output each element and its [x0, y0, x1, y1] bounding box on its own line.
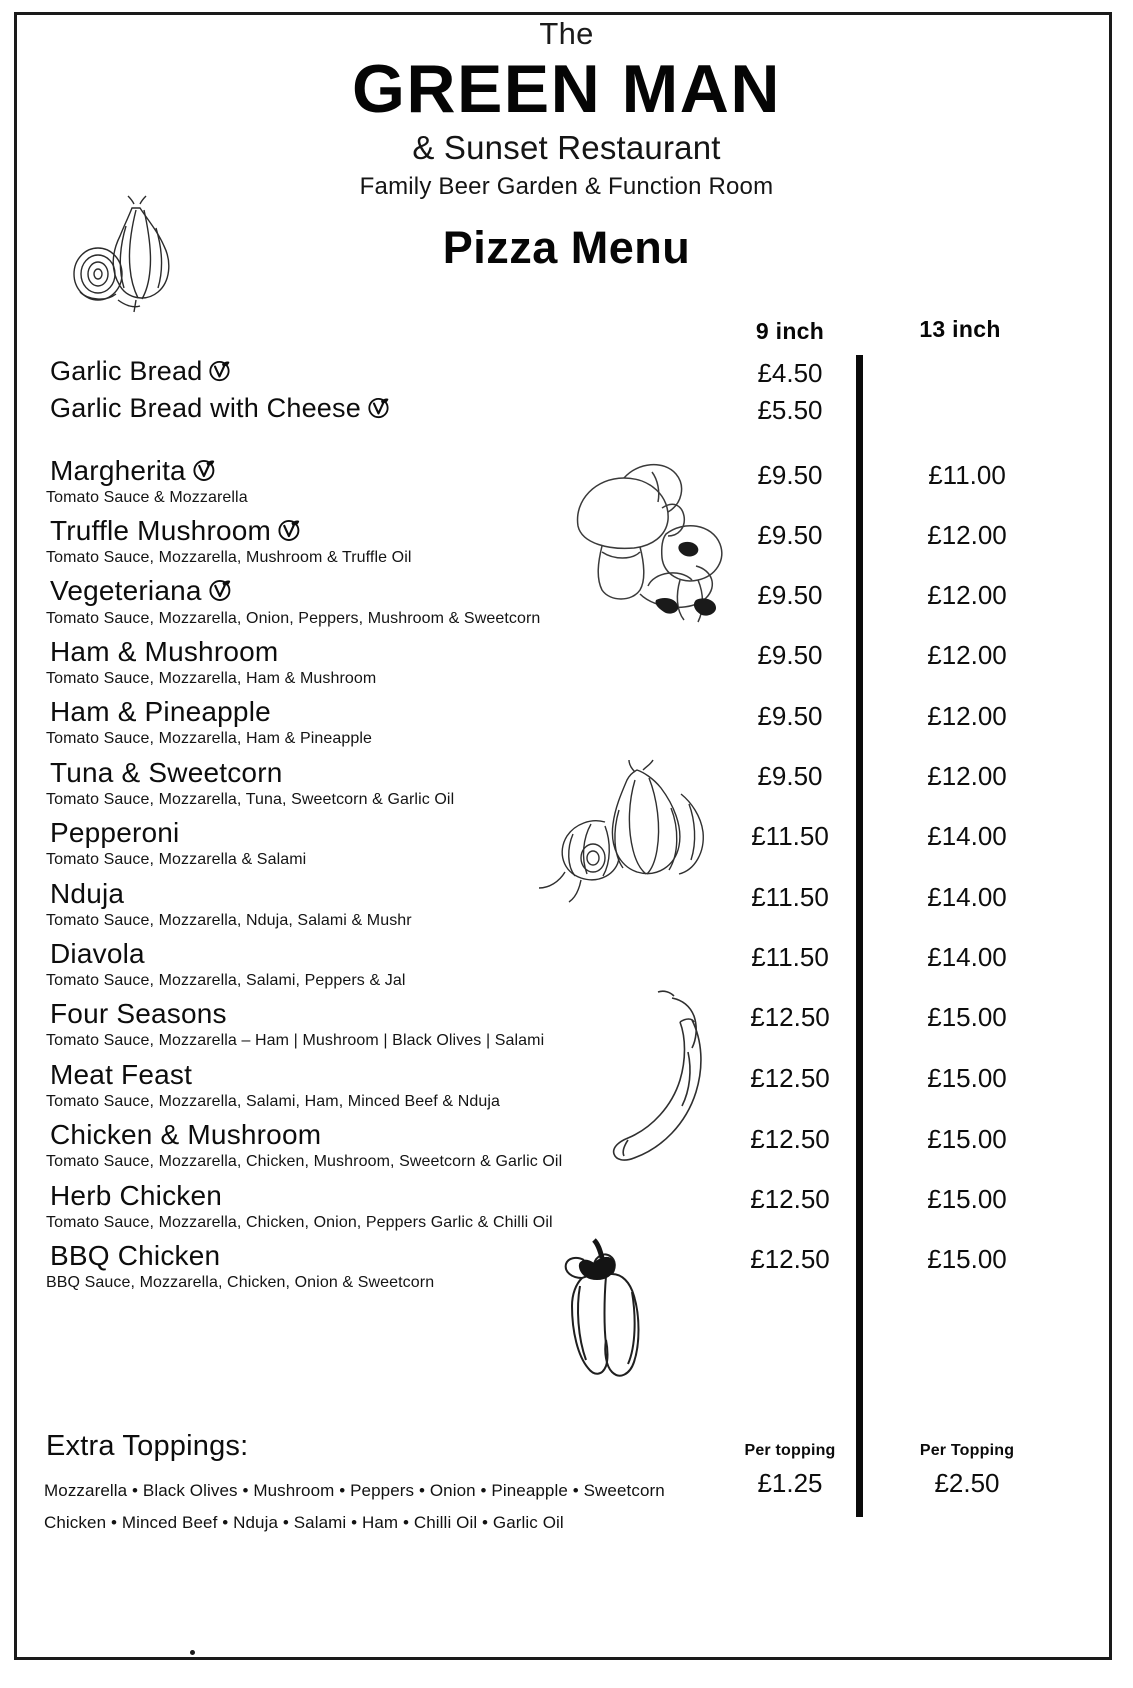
page-title: Pizza Menu	[442, 222, 691, 273]
menu-item-price-13-inch: £12.00	[927, 580, 1007, 610]
menu-item-price-9-inch: £4.50	[757, 358, 823, 388]
vegetarian-icon	[208, 359, 231, 382]
menu-item-description: Tomato Sauce, Mozzarella, Ham & Pineapple	[46, 730, 373, 747]
per-topping-price-13-inch: £2.50	[934, 1468, 1000, 1498]
bell-pepper-illustration	[540, 1240, 660, 1385]
menu-item-price-9-inch: £12.50	[750, 1184, 830, 1214]
menu-item-description: Tomato Sauce, Mozzarella – Ham | Mushroom | Black Olives | Salami	[46, 1032, 545, 1049]
menu-item-price-13-inch: £15.00	[927, 1063, 1007, 1093]
menu-item-name: Ham & Pineapple	[50, 696, 271, 727]
menu-item-price-9-inch: £11.50	[751, 942, 829, 972]
extra-toppings-line-1: Mozzarella • Black Olives • Mushroom • Peppers • Onion • Pineapple • Sweetcorn	[44, 1481, 665, 1500]
menu-item-description: Tomato Sauce, Mozzarella, Chicken, Mushroom, Sweetcorn & Garlic Oil	[46, 1153, 563, 1170]
menu-item-description: Tomato Sauce, Mozzarella, Onion, Peppers, Mushroom & Sweetcorn	[46, 610, 541, 627]
extra-toppings-heading: Extra Toppings:	[46, 1430, 249, 1462]
per-topping-label-13-inch: Per Topping	[919, 1442, 1015, 1459]
menu-item-price-13-inch: £15.00	[927, 1124, 1007, 1154]
menu-item-name: Meat Feast	[50, 1059, 193, 1090]
menu-item-price-13-inch: £12.00	[927, 761, 1007, 791]
garlic-illustration	[495, 760, 710, 905]
brand-name: GREEN MAN	[351, 50, 782, 127]
menu-item-price-9-inch: £12.50	[750, 1002, 830, 1032]
menu-item-price-9-inch: £9.50	[757, 701, 823, 731]
menu-item-price-13-inch: £15.00	[927, 1244, 1007, 1274]
menu-item-name: Four Seasons	[50, 998, 227, 1029]
brand-prefix: The	[539, 16, 594, 51]
menu-item-price-9-inch: £12.50	[750, 1244, 830, 1274]
menu-item-description: Tomato Sauce, Mozzarella, Ham & Mushroom	[46, 670, 377, 687]
menu-item-description: Tomato Sauce, Mozzarella, Chicken, Onion, Peppers Garlic & Chilli Oil	[46, 1214, 553, 1231]
menu-item-price-9-inch: £9.50	[757, 640, 823, 670]
menu-item-description: Tomato Sauce, Mozzarella, Salami, Peppers & Jal	[46, 972, 406, 989]
menu-item-description: Tomato Sauce & Mozzarella	[46, 489, 248, 506]
vegetarian-icon	[367, 396, 390, 419]
menu-item-description: BBQ Sauce, Mozzarella, Chicken, Onion & Sweetcorn	[46, 1274, 435, 1291]
extra-toppings-line-2: Chicken • Minced Beef • Nduja • Salami • Ham • Chilli Oil • Garlic Oil	[44, 1513, 564, 1532]
vegetarian-icon	[192, 458, 216, 482]
menu-item-price-13-inch: £12.00	[927, 640, 1007, 670]
menu-item-price-13-inch: £12.00	[927, 701, 1007, 731]
menu-item-name: Truffle Mushroom	[50, 515, 301, 547]
menu-item-price-13-inch: £12.00	[927, 520, 1007, 550]
menu-item-description: Tomato Sauce, Mozzarella, Nduja, Salami & Mushr	[46, 912, 412, 929]
scan-speck	[190, 1650, 195, 1655]
menu-item-price-9-inch: £11.50	[751, 882, 829, 912]
menu-item-price-13-inch: £14.00	[927, 882, 1007, 912]
menu-item-price-9-inch: £9.50	[757, 761, 823, 791]
menu-item-price-9-inch: £9.50	[757, 460, 823, 490]
menu-item-name: Garlic Bread with Cheese	[50, 393, 390, 424]
vegetarian-icon	[277, 518, 301, 542]
menu-item-price-13-inch: £15.00	[927, 1002, 1007, 1032]
menu-item-name: Pepperoni	[50, 817, 180, 848]
menu-item-name: Diavola	[50, 938, 145, 969]
menu-item-price-13-inch: £15.00	[927, 1184, 1007, 1214]
menu-item-price-9-inch: £5.50	[757, 395, 823, 425]
restaurant-header	[0, 18, 1133, 202]
column-header-9-inch: 9 inch	[755, 318, 825, 344]
brand-subtitle: & Sunset Restaurant	[412, 128, 721, 166]
menu-item-name: BBQ Chicken	[50, 1240, 221, 1271]
menu-item-price-9-inch: £9.50	[757, 520, 823, 550]
menu-item-price-9-inch: £9.50	[757, 580, 823, 610]
menu-item-description: Tomato Sauce, Mozzarella & Salami	[46, 851, 307, 868]
menu-item-price-9-inch: £12.50	[750, 1063, 830, 1093]
menu-item-name: Margherita	[50, 455, 216, 487]
menu-item-name: Tuna & Sweetcorn	[50, 757, 283, 788]
menu-item-price-13-inch: £11.00	[928, 460, 1006, 490]
vegetarian-icon	[208, 578, 232, 602]
menu-item-name: Vegeteriana	[50, 575, 231, 607]
menu-item-price-13-inch: £14.00	[927, 821, 1007, 851]
menu-item-name: Garlic Bread	[50, 356, 231, 387]
menu-item-description: Tomato Sauce, Mozzarella, Salami, Ham, Minced Beef & Nduja	[46, 1093, 500, 1110]
menu-item-name: Ham & Mushroom	[50, 636, 279, 667]
menu-item-description: Tomato Sauce, Mozzarella, Mushroom & Truffle Oil	[46, 549, 412, 566]
menu-item-name: Nduja	[50, 878, 125, 909]
per-topping-label-9-inch: Per topping	[744, 1442, 836, 1459]
menu-item-name: Herb Chicken	[50, 1180, 223, 1211]
column-header-13-inch: 13 inch	[919, 316, 1001, 342]
brand-tagline: Family Beer Garden & Function Room	[359, 172, 774, 200]
menu-item-description: Tomato Sauce, Mozzarella, Tuna, Sweetcorn & Garlic Oil	[46, 791, 455, 808]
per-topping-price-9-inch: £1.25	[757, 1468, 823, 1498]
menu-item-name: Chicken & Mushroom	[50, 1119, 322, 1150]
menu-item-price-9-inch: £11.50	[751, 821, 829, 851]
menu-item-price-13-inch: £14.00	[927, 942, 1007, 972]
menu-item-price-9-inch: £12.50	[750, 1124, 830, 1154]
